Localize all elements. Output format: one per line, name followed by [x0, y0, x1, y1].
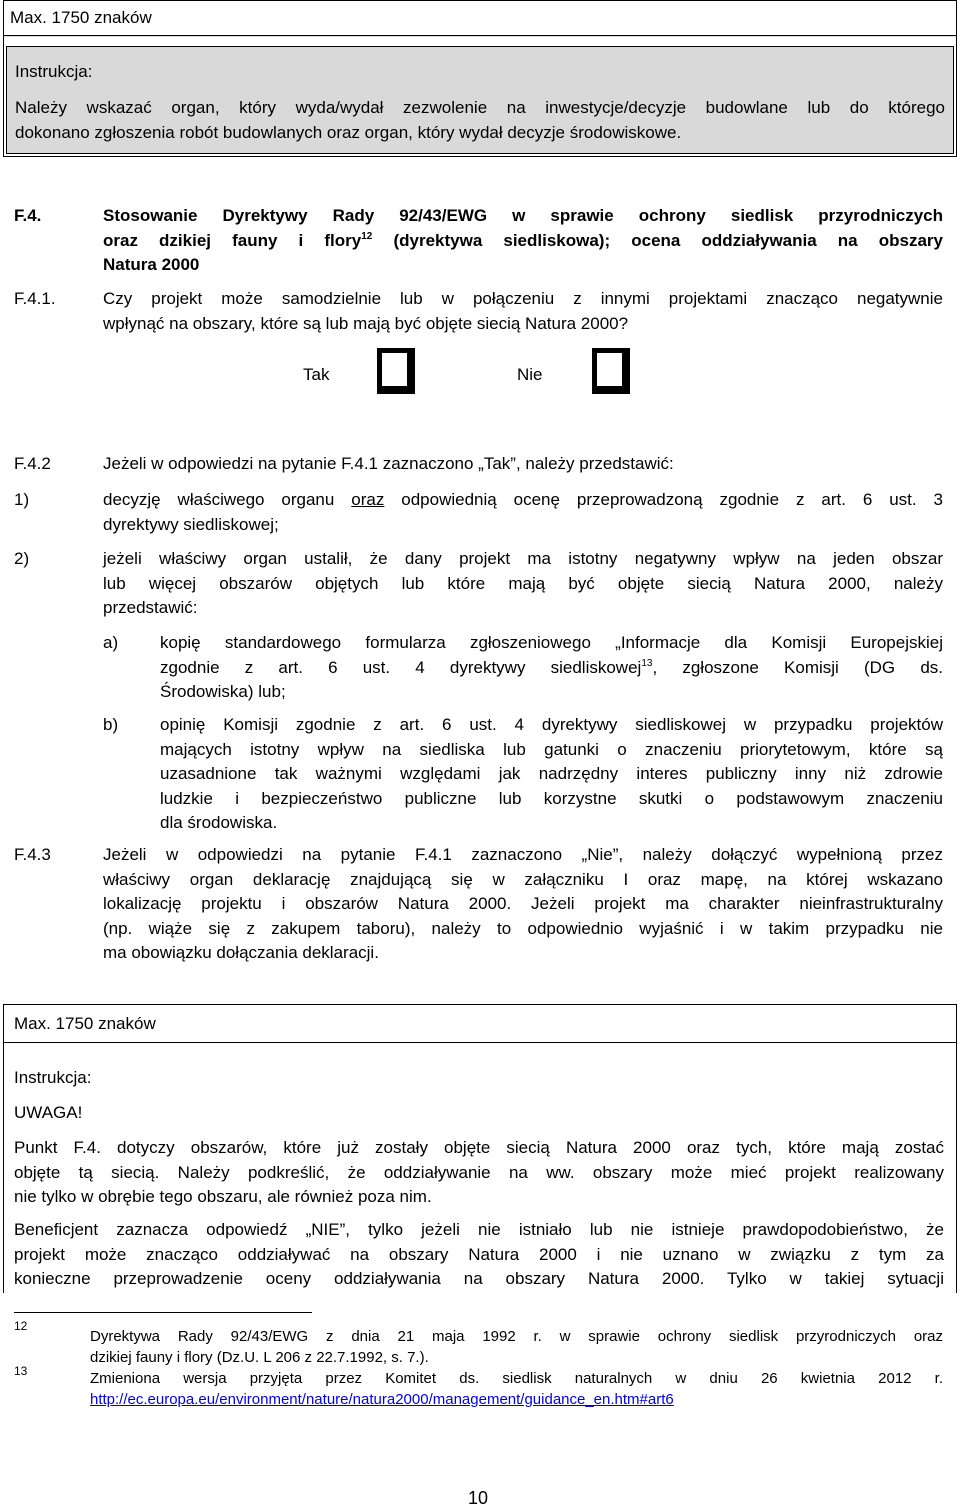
- question-f41-number: F.4.1.: [14, 289, 56, 308]
- section-line: (np. wiąże się z zakupem taboru), należy to odpowiednio wyjaśnić i w takim przypadku nie: [103, 918, 943, 938]
- footnote-line: dzikiej fauny i flory (Dz.U. L 206 z 22.7.1992, s. 7.).: [90, 1349, 429, 1366]
- guidance-link[interactable]: http://ec.europa.eu/environment/nature/natura2000/management/guidance_en.htm#art6: [90, 1391, 674, 1408]
- footnote-12-number: 12: [14, 1319, 28, 1333]
- section-f42-number: F.4.2: [14, 454, 51, 473]
- section-line: właściwy organ deklarację znajdującą się w załączniku I oraz mapę, na której wskazano: [103, 869, 943, 889]
- item-line: dyrektywy siedliskowej;: [103, 514, 279, 534]
- section-f42-intro: Jeżeli w odpowiedzi na pytanie F.4.1 zaznaczono „Tak”, należy przedstawić:: [103, 454, 674, 473]
- box-2-header: Max. 1750 znaków: [14, 1014, 156, 1033]
- box-2-paragraph-1: [14, 1136, 944, 1210]
- answer-yes-label: Tak: [303, 365, 330, 384]
- footnote-ref-12[interactable]: 12: [361, 230, 373, 242]
- subitem-line: ludzkie i bezpieczeństwo publiczne lub korzystne skutki o podstawowym znaczeniu: [160, 788, 943, 808]
- title-line: Stosowanie Dyrektywy Rady 92/43/EWG w sprawie ochrony siedlisk przyrodniczych: [103, 206, 943, 225]
- subitem-a-number: a): [103, 633, 119, 652]
- answer-no-label: Nie: [517, 365, 543, 384]
- paragraph-line: Punkt F.4. dotyczy obszarów, które już zostały objęte siecią Natura 2000 oraz tych, które mają zostać: [14, 1138, 944, 1157]
- box-1-header: Max. 1750 znaków: [10, 8, 152, 27]
- item-1-number: 1): [14, 490, 30, 509]
- item-line: decyzję właściwego organu oraz odpowiednią ocenę przeprowadzoną zgodnie z art. 6 ust. 3: [103, 490, 943, 509]
- item-line: jeżeli właściwy organ ustalił, że dany projekt ma istotny negatywny wpływ na jeden obszar: [103, 549, 943, 568]
- footnote-13-text: [90, 1368, 943, 1410]
- section-f43-text: [103, 843, 943, 966]
- box-2-instruction-label: Instrukcja:: [14, 1068, 92, 1087]
- box-2-paragraph-2: [14, 1218, 944, 1292]
- section-line: ma obowiązku dołączania deklaracji.: [103, 943, 379, 962]
- answer-yes-checkbox[interactable]: [377, 348, 415, 394]
- footnote-12-text: [90, 1326, 943, 1368]
- item-line: przedstawić:: [103, 598, 198, 617]
- item-2-number: 2): [14, 549, 30, 568]
- section-f4-number: F.4.: [14, 206, 42, 225]
- answer-no-checkbox[interactable]: [592, 348, 630, 394]
- box-2-warning: UWAGA!: [14, 1103, 83, 1122]
- paragraph-line: objęte tą siecią. Należy podkreślić, że oddziaływanie na ww. obszary może mieć projekt realizowany: [14, 1162, 944, 1182]
- section-line: lokalizację projektu i obszarów Natura 2000. Jeżeli projekt ma charakter nieinfrastrukturalny: [103, 894, 943, 913]
- paragraph-line: nie tylko w obrębie tego obszaru, ale również poza nim.: [14, 1187, 432, 1206]
- subitem-line: opinię Komisji zgodnie z art. 6 ust. 4 dyrektywy siedliskowej w przypadku projektów: [160, 715, 943, 734]
- paragraph-line: Beneficjent zaznacza odpowiedź „NIE”, tylko jeżeli nie istniało lub nie istnieje prawdopodobieństwo, że: [14, 1220, 944, 1239]
- instruction-line: dokonano zgłoszenia robót budowlanych oraz organ, który wydał decyzje środowiskowe.: [15, 122, 682, 142]
- section-line: Jeżeli w odpowiedzi na pytanie F.4.1 zaznaczono „Nie”, należy dołączyć wypełnioną przez: [103, 845, 943, 864]
- subitem-b-text: [160, 713, 943, 836]
- footnote-line: Zmieniona wersja przyjęta przez Komitet ds. siedlisk naturalnych w dniu 26 kwietnia 2012 r.: [90, 1370, 943, 1387]
- item-1-text: [103, 488, 943, 537]
- footnote-13-number: 13: [14, 1364, 28, 1378]
- footnote-separator: [14, 1312, 312, 1313]
- paragraph-line: projekt może znacząco oddziaływać na obszary Natura 2000 i nie uznano w związku z tym za: [14, 1244, 944, 1264]
- footnote-line: Dyrektywa Rady 92/43/EWG z dnia 21 maja 1992 r. w sprawie ochrony siedlisk przyrodniczych oraz: [90, 1328, 943, 1345]
- subitem-b-number: b): [103, 715, 119, 734]
- question-line: wpłynąć na obszary, które są lub mają być objęte siecią Natura 2000?: [103, 313, 629, 333]
- instruction-line: Należy wskazać organ, który wyda/wydał zezwolenie na inwestycje/decyzje budowlane lub do którego: [15, 98, 945, 117]
- item-2-text: [103, 547, 943, 621]
- footnote-ref-13[interactable]: 13: [641, 657, 653, 669]
- box-1-instruction-label: Instrukcja:: [15, 62, 93, 81]
- subitem-line: Środowiska) lub;: [160, 682, 286, 701]
- subitem-a-text: [160, 631, 943, 705]
- section-f4-title: [103, 204, 943, 278]
- title-line: Natura 2000: [103, 255, 200, 274]
- paragraph-line: konieczne przeprowadzenie oceny oddziaływania na obszary Natura 2000. Tylko w takiej sytuacji: [14, 1269, 944, 1288]
- question-line: Czy projekt może samodzielnie lub w połączeniu z innymi projektami znacząco negatywnie: [103, 289, 943, 308]
- subitem-line: dla środowiska.: [160, 813, 278, 832]
- title-line: oraz dzikiej fauny i flory$^{12}$ (dyrektywa siedliskowa); ocena oddziaływania na obszary: [103, 230, 943, 250]
- page-number: 10: [468, 1488, 489, 1508]
- box-1-instruction-text: [15, 96, 945, 145]
- subitem-line: kopię standardowego formularza zgłoszeniowego „Informacje dla Komisji Europejskiej: [160, 633, 943, 652]
- subitem-line: mających istotny wpływ na siedliska lub gatunki o znaczeniu priorytetowym, które są: [160, 739, 943, 759]
- item-line: lub więcej obszarów objętych lub które mają być objęte siecią Natura 2000, należy: [103, 573, 943, 593]
- subitem-line: uzasadnione tak ważnymi względami jak nadrzędny interes publiczny inny niż zdrowie: [160, 764, 943, 783]
- section-f43-number: F.4.3: [14, 845, 51, 864]
- subitem-line: zgodnie z art. 6 ust. 4 dyrektywy siedliskowej$^{13}$, zgłoszone Komisji (DG ds.: [160, 657, 943, 677]
- footnote-line: [90, 1389, 943, 1410]
- question-f41-text: [103, 287, 943, 336]
